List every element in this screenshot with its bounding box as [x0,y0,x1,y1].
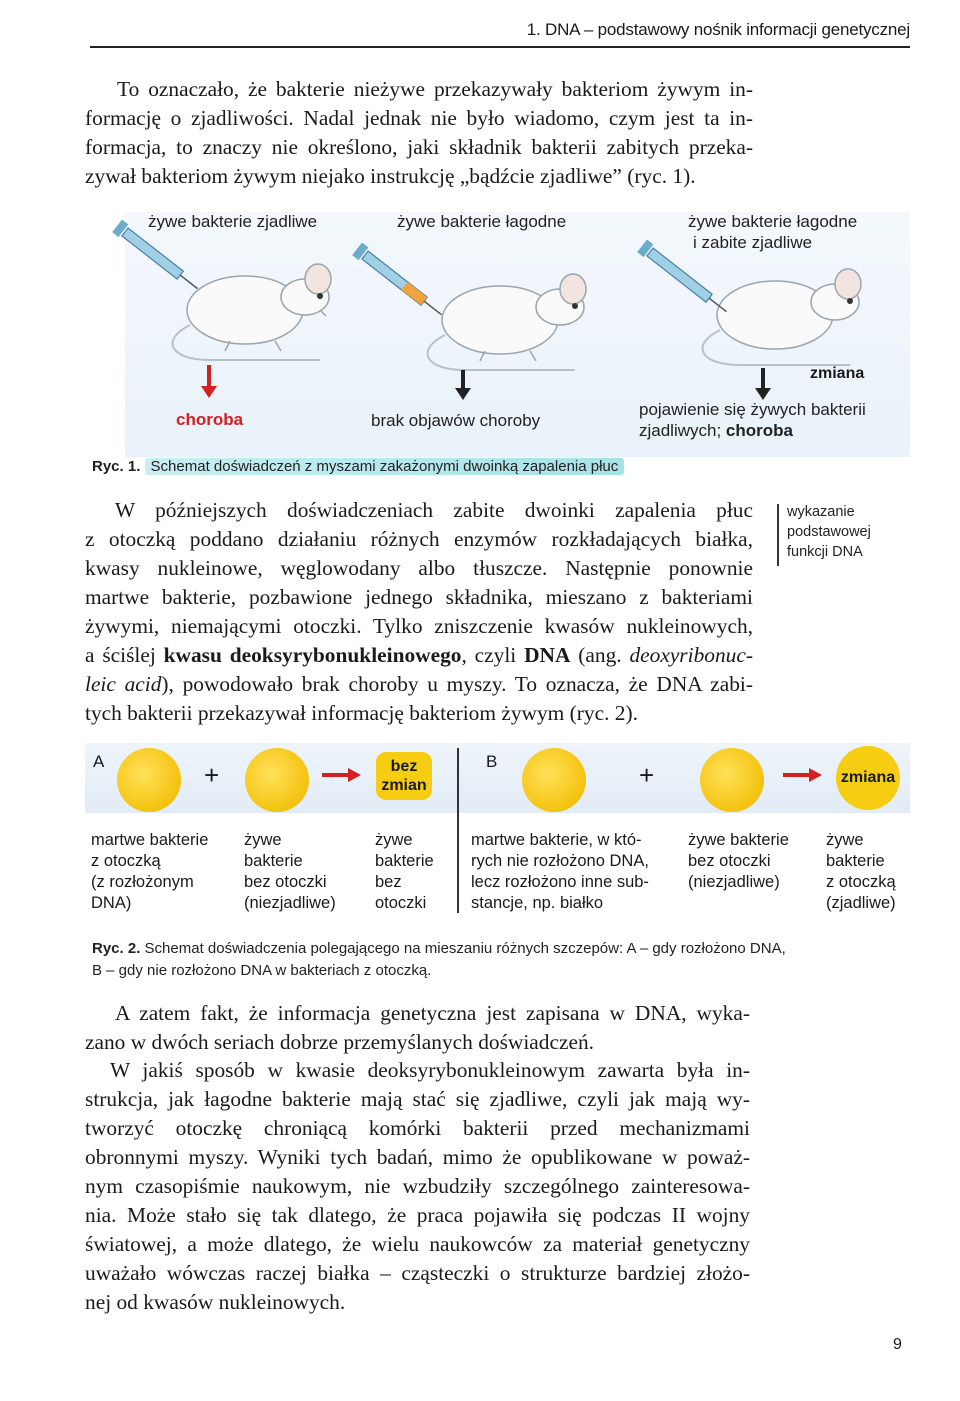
text-line: światowej, a może dlatego, że wielu naukowców za materiał genetyczny [85,1232,750,1256]
sidenote-rule [777,504,779,566]
result-box-change [832,768,904,787]
italic-term: deoxyribonuc- [629,643,753,667]
text-run: a ściślej [85,643,164,667]
label-line: z otoczką [91,852,161,870]
mouse-icon [173,264,331,360]
label-line: (niezjadliwe) [688,873,780,891]
paragraph-experiments [85,496,753,728]
text-line: martwe bakterie, pozbawione jednego składnika, mieszano z bakteriami [85,585,753,609]
arrow-down-icon [455,370,471,400]
plus-sign: + [204,760,220,790]
label-line: żywe [244,831,282,849]
fig2-b-label-3 [826,830,896,914]
caption-text: Schemat doświadczenia polegającego na mieszaniu różnych szczepów: A – gdy rozłożono DNA, [144,940,786,957]
bacteria-icon [245,748,309,812]
bacteria-icon [522,748,586,812]
arrow-right-icon [322,767,362,783]
text-line: obronnymi myszy. Wyniki tych badań, mimo że opublikowane w poważ- [85,1145,750,1169]
label-line: stancje, np. białko [471,894,604,912]
intro-paragraph [85,75,753,191]
text-line: żywymi, niemającymi otoczki. Tylko zniszczenie kwasów nukleinowych, [85,614,753,638]
label-line: (niezjadliwe) [244,894,336,912]
text-line: W jakiś sposób w kwasie deoksyrybonukleinowym zawarta była in- [110,1058,750,1082]
text-line: zywał bakteriom żywym niejako instrukcję „bądźcie zjadliwe” (ryc. 1). [85,164,696,188]
fig2-part-a-letter: A [93,752,105,771]
sidenote [787,502,871,562]
label-line: żywe [375,831,413,849]
fig1-col1-title: żywe bakterie zjadliwe [148,212,318,231]
label-line: z otoczką [826,873,896,891]
fig1-result-col3-bold: choroba [725,421,793,440]
text-run: , czyli [461,643,525,667]
sidenote-line: funkcji DNA [787,544,863,560]
mouse-icon [428,274,586,370]
caption-text: Schemat doświadczeń z myszami zakażonymi dwoinką zapalenia płuc [145,458,625,475]
text-line: W późniejszych doświadczeniach zabite dwoinki zapalenia płuc [115,498,753,522]
arrow-right-icon [783,767,823,783]
syringe-icon [112,220,202,295]
fig1-col3-title-line1: żywe bakterie łagodne [688,212,858,231]
mouse-icon [703,269,861,365]
label-line: bez otoczki [244,873,327,891]
fig1-change-label: zmiana [810,365,865,382]
fig2-b-label-1 [471,830,649,914]
fig2-a-label-1 [91,830,208,914]
label-line: martwe bakterie [91,831,209,849]
bacteria-icon [117,748,181,812]
fig2-b-label-2 [688,830,789,893]
result-box-line: zmiana [840,769,896,786]
sidenote-line: podstawowej [787,524,871,540]
fig2-a-label-2 [244,830,336,914]
label-line: martwe bakterie, w któ- [471,831,642,849]
caption-label: Ryc. 2. [92,940,141,957]
text-line [85,641,753,670]
label-line: bez [375,873,402,891]
figure-1-caption [92,458,624,475]
label-line: otoczki [375,894,427,912]
text-line: To oznaczało, że bakterie nieżywe przekazywały bakteriom żywym in- [117,77,753,101]
label-line: bakterie [826,852,885,870]
label-line: DNA) [91,894,132,912]
text-line: nym czasopiśmie naukowym, nie wzbudziły szczególnego zainteresowa- [85,1174,750,1198]
text-run: (ang. [570,643,630,667]
syringe-icon [637,240,731,318]
text-line: tych bakterii przekazywał informację bakteriom żywym (ryc. 2). [85,701,638,725]
syringe-icon [352,243,446,321]
caption-line [92,938,907,960]
text-line [85,670,753,699]
fig1-result-col3-line1: pojawienie się żywych bakterii [639,400,866,419]
text-line: tworzyć otoczkę chroniącą komórki bakterii przed mechanizmami [85,1116,750,1140]
bold-term: DNA [524,643,571,667]
label-line: lecz rozłożono inne sub- [471,873,649,891]
fig1-result-disease: choroba [176,410,244,429]
figure-1 [85,200,910,460]
page-number: 9 [893,1336,902,1353]
italic-term: leic acid [85,672,162,696]
figure-2-divider [457,748,459,913]
fig1-result-no-symptoms: brak objawów choroby [371,411,541,430]
label-line: bez otoczki [688,852,771,870]
text-line: nej od kwasów nukleinowych. [85,1290,346,1314]
fig1-result-col3-text: zjadliwych; [639,421,726,440]
result-box-line: zmian [381,777,427,794]
text-run: ), powodowało brak choroby u myszy. To oznacza, że DNA zabi- [161,672,753,696]
running-header: 1. DNA – podstawowy nośnik informacji genetycznej [526,20,910,39]
text-line: nia. Może stało się tak dlatego, że praca pojawiła się podczas II wojny [85,1203,750,1227]
arrow-down-icon [201,365,217,398]
fig1-col3-title-line2: i zabite zjadliwe [693,233,813,252]
caption-line: B – gdy nie rozłożono DNA w bakteriach z otoczką. [92,962,432,979]
text-line: uważało wówczas raczej białka – cząsteczki o strukturze bardziej złożo- [85,1261,750,1285]
text-line: z otoczką poddano działaniu różnych enzymów rozkładających białka, [85,527,753,551]
paragraph-conclusion [85,999,750,1057]
label-line: żywe [826,831,864,849]
sidenote-line: wykazanie [787,504,855,520]
label-line: (zjadliwe) [826,894,896,912]
fig1-result-col3-line2 [639,421,793,441]
text-line: kwasy nukleinowe, węglowodany albo tłuszcze. Następnie ponownie [85,556,753,580]
figure-2-caption [92,938,907,982]
bold-term: kwasu deoksyrybonukleinowego [163,643,462,667]
text-line: formacja, to znaczy nie określono, jaki składnik bakterii zabitych przeka- [85,135,753,159]
fig2-part-b-letter: B [486,752,498,771]
label-line: bakterie [375,852,434,870]
label-line: żywe bakterie [688,831,789,849]
text-line: strukcja, jak łagodne bakterie mają stać się zjadliwe, czyli jak mają wy- [85,1087,750,1111]
fig1-col2-title: żywe bakterie łagodne [397,212,567,231]
fig2-a-label-3 [375,830,434,914]
bacteria-icon [700,748,764,812]
result-box-no-change [376,752,432,800]
text-line: A zatem fakt, że informacja genetyczna jest zapisana w DNA, wyka- [115,1001,750,1025]
plus-sign: + [639,760,655,790]
header-rule [90,46,910,48]
caption-label: Ryc. 1. [92,458,141,475]
result-box-line: bez [390,758,418,775]
label-line: rych nie rozłożono DNA, [471,852,649,870]
arrow-down-icon [755,368,771,400]
text-line: formację o zjadliwości. Nadal jednak nie było wiadomo, czym jest ta in- [85,106,753,130]
paragraph-reception [85,1056,750,1317]
text-line: zano w dwóch seriach dobrze przemyślanych doświadczeń. [85,1030,595,1054]
label-line: (z rozłożonym [91,873,194,891]
label-line: bakterie [244,852,303,870]
